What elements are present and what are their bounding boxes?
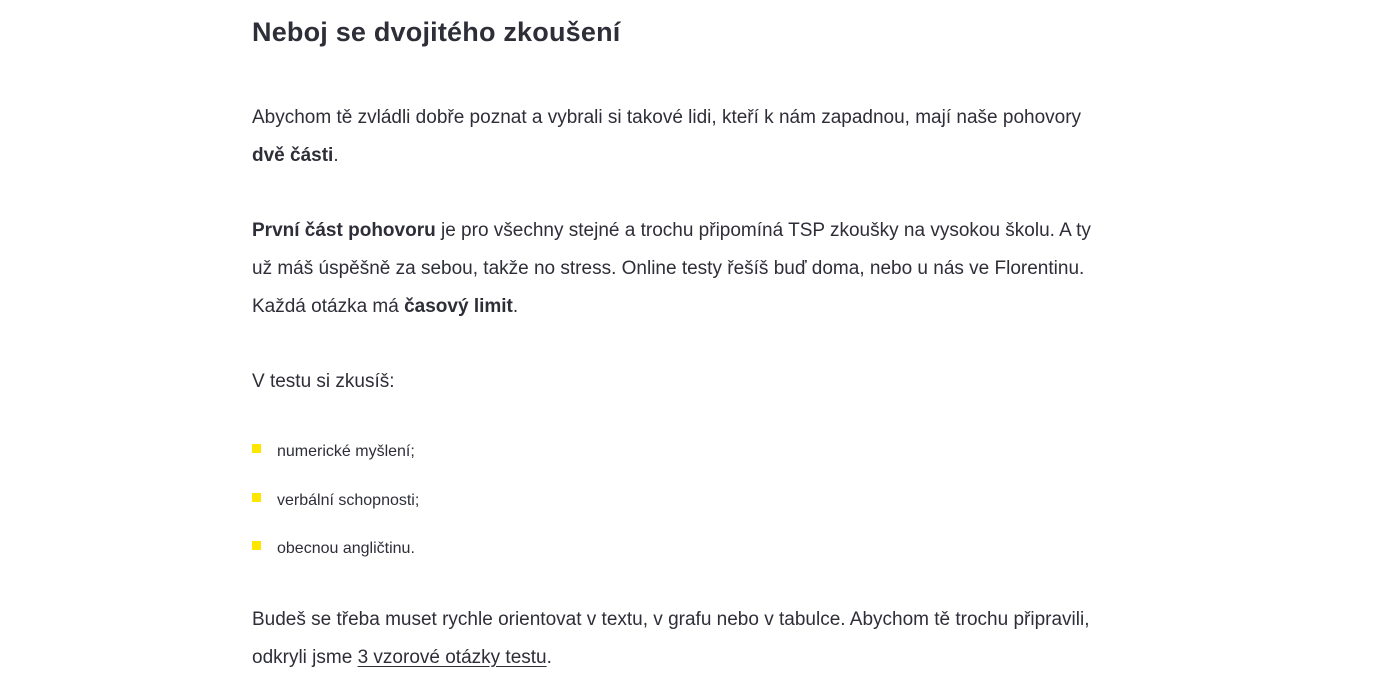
first-part-text-end: . (512, 296, 519, 317)
list-item-label: verbální schopnosti; (277, 491, 420, 509)
square-bullet-icon (252, 541, 261, 550)
sample-questions-paragraph (252, 601, 1112, 677)
first-part-bold-text: První část pohovoru (252, 220, 436, 241)
intro-text: Abychom tě zvládli dobře poznat a vybrali si takové lidi, kteří k nám zapadnou, mají naše pohovory (252, 107, 1082, 128)
test-topics-list (252, 433, 419, 579)
square-bullet-icon (252, 493, 261, 502)
intro-bold-text: dvě části (252, 145, 334, 166)
list-item (252, 433, 419, 482)
list-item (252, 530, 419, 579)
list-item-label: numerické myšlení; (277, 443, 415, 460)
test-intro-paragraph: V testu si zkusíš: (252, 371, 395, 392)
first-part-paragraph (252, 212, 1112, 326)
intro-paragraph (252, 99, 1112, 175)
sample-questions-text-end: . (546, 647, 552, 668)
first-part-text: je pro všechny stejné a trochu připomíná TSP zkoušky na vysokou školu. A ty už máš úspěšně za sebou, takže no stress. Online testy řešíš buď doma, nebo u nás ve Florentinu. Každá otázka má (252, 220, 1091, 317)
square-bullet-icon (252, 444, 261, 453)
intro-text-end: . (333, 145, 339, 166)
list-item-label: obecnou angličtinu. (277, 540, 415, 557)
sample-questions-text: Budeš se třeba muset rychle orientovat v textu, v grafu nebo v tabulce. Abychom tě trochu připravili, odkryli jsme (252, 609, 1090, 668)
list-item (252, 482, 419, 531)
sample-questions-link[interactable]: 3 vzorové otázky testu (357, 647, 547, 668)
time-limit-bold-text: časový limit (404, 296, 513, 317)
section-title: Neboj se dvojitého zkoušení (252, 17, 621, 47)
